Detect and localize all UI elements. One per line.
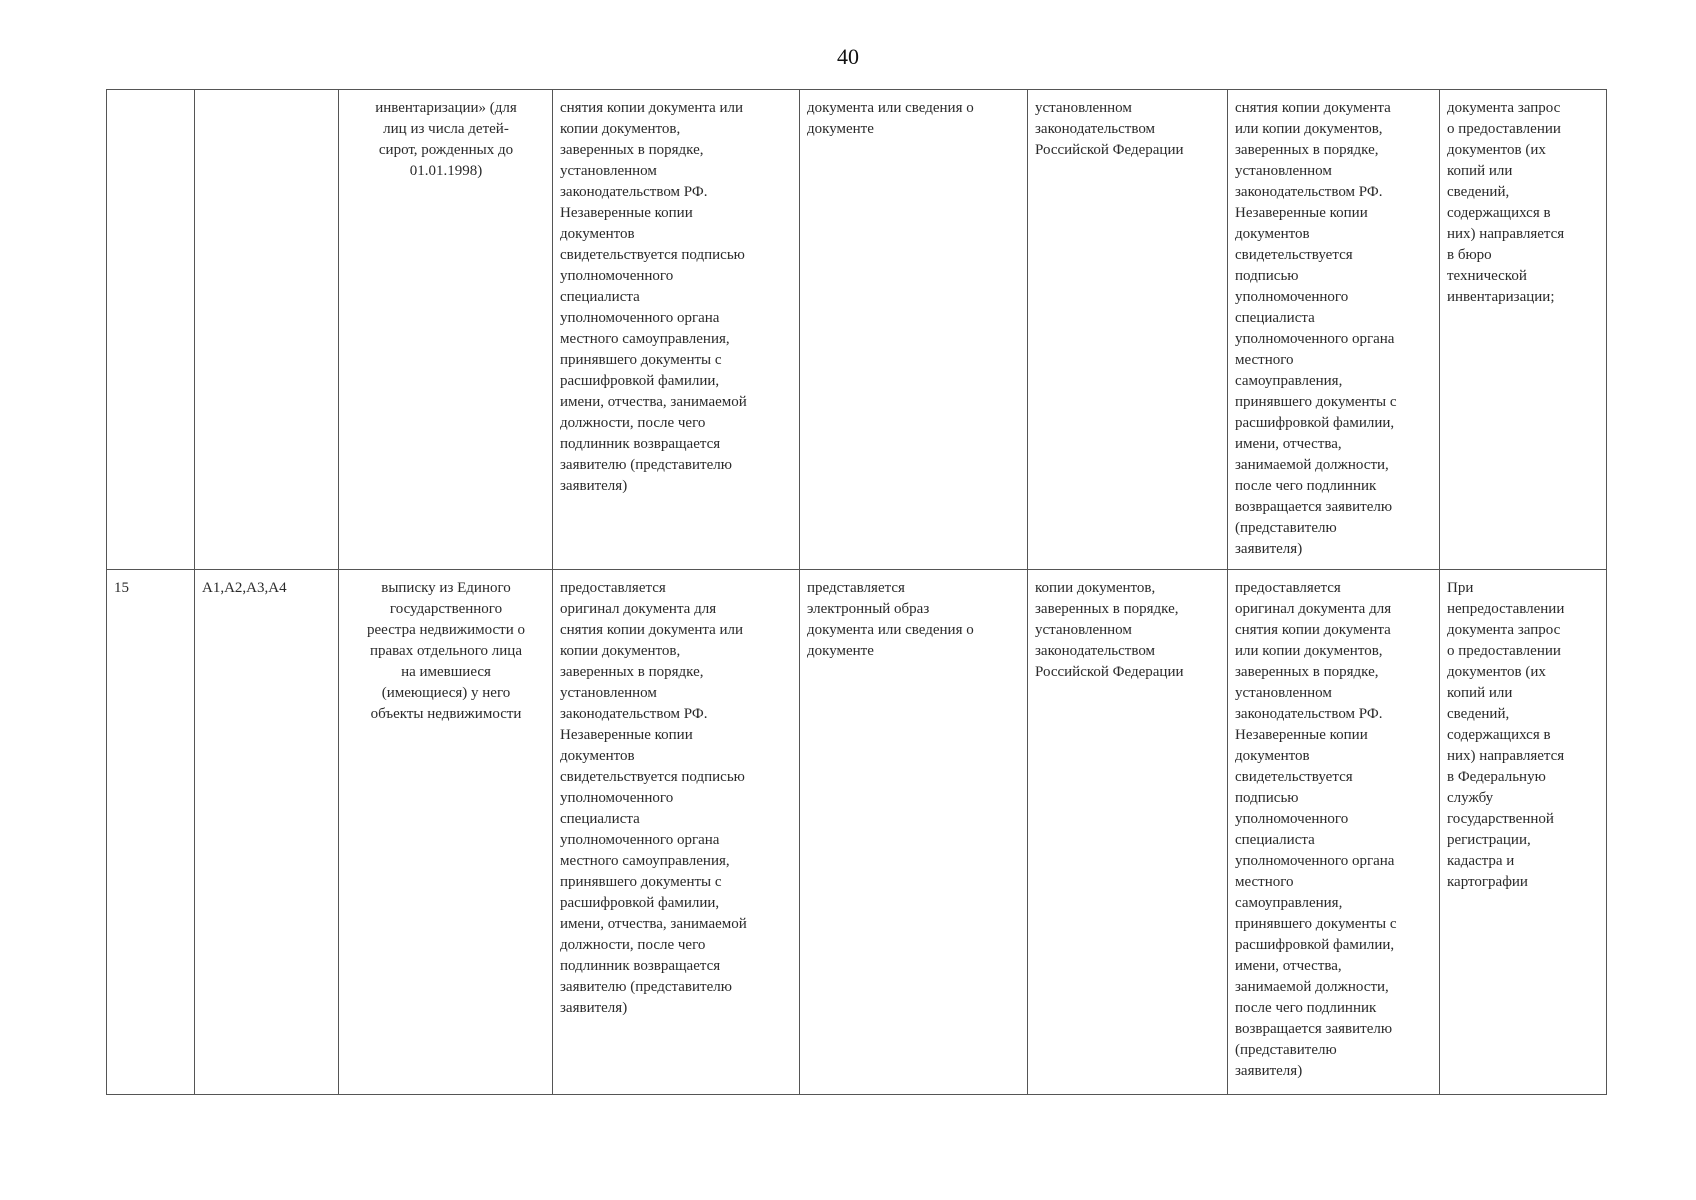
note-cell: документа запрос о предоставлении документов (их копий или сведений, содержащихся в них) направляется в бюро технической инвентаризации;: [1440, 90, 1607, 570]
copies-cell: установленном законодательством Российской Федерации: [1028, 90, 1228, 570]
row-number-cell: [107, 90, 195, 570]
requirements-secondary-cell: предоставляется оригинал документа для снятия копии документа или копии документов, заверенных в порядке, установленном законодательством РФ. Незаверенные копии документов свидетельствуется подписью уполномоченного специалиста уполномоченного органа местного самоуправления, принявшего документы с расшифровкой фамилии, имени, отчества, занимаемой должности, после чего подлинник возвращается заявителю (представителю заявителя): [1228, 570, 1440, 1095]
page-number: 40: [837, 44, 859, 69]
document-table: [106, 89, 1607, 1095]
requirements-cell: предоставляется оригинал документа для снятия копии документа или копии документов, заверенных в порядке, установленном законодательством РФ. Незаверенные копии документов свидетельствуется подписью уполномоченного специалиста уполномоченного органа местного самоуправления, принявшего документы с расшифровкой фамилии, имени, отчества, занимаемой должности, после чего подлинник возвращается заявителю (представителю заявителя): [553, 570, 800, 1095]
table-row: [107, 570, 1607, 1095]
requirements-cell: снятия копии документа или копии документов, заверенных в порядке, установленном законодательством РФ. Незаверенные копии документов свидетельствуется подписью уполномоченного специалиста уполномоченного органа местного самоуправления, принявшего документы с расшифровкой фамилии, имени, отчества, занимаемой должности, после чего подлинник возвращается заявителю (представителю заявителя): [553, 90, 800, 570]
row-number-cell: 15: [107, 570, 195, 1095]
requirements-secondary-cell: снятия копии документа или копии документов, заверенных в порядке, установленном законодательством РФ. Незаверенные копии документов свидетельствуется подписью уполномоченного специалиста уполномоченного органа местного самоуправления, принявшего документы с расшифровкой фамилии, имени, отчества, занимаемой должности, после чего подлинник возвращается заявителю (представителю заявителя): [1228, 90, 1440, 570]
copies-cell: копии документов, заверенных в порядке, установленном законодательством Российской Федерации: [1028, 570, 1228, 1095]
table-row: [107, 90, 1607, 570]
form-cell: документа или сведения о документе: [800, 90, 1028, 570]
form-cell: представляется электронный образ документа или сведения о документе: [800, 570, 1028, 1095]
document-name-cell: выписку из Единого государственного реестра недвижимости о правах отдельного лица на имевшиеся (имеющиеся) у него объекты недвижимости: [339, 570, 553, 1095]
document-name-cell: инвентаризации» (для лиц из числа детей- сирот, рожденных до 01.01.1998): [339, 90, 553, 570]
note-cell: При непредоставлении документа запрос о предоставлении документов (их копий или сведений, содержащихся в них) направляется в Федеральную службу государственной регистрации, кадастра и картографии: [1440, 570, 1607, 1095]
codes-cell: А1,А2,А3,А4: [195, 570, 339, 1095]
codes-cell: [195, 90, 339, 570]
